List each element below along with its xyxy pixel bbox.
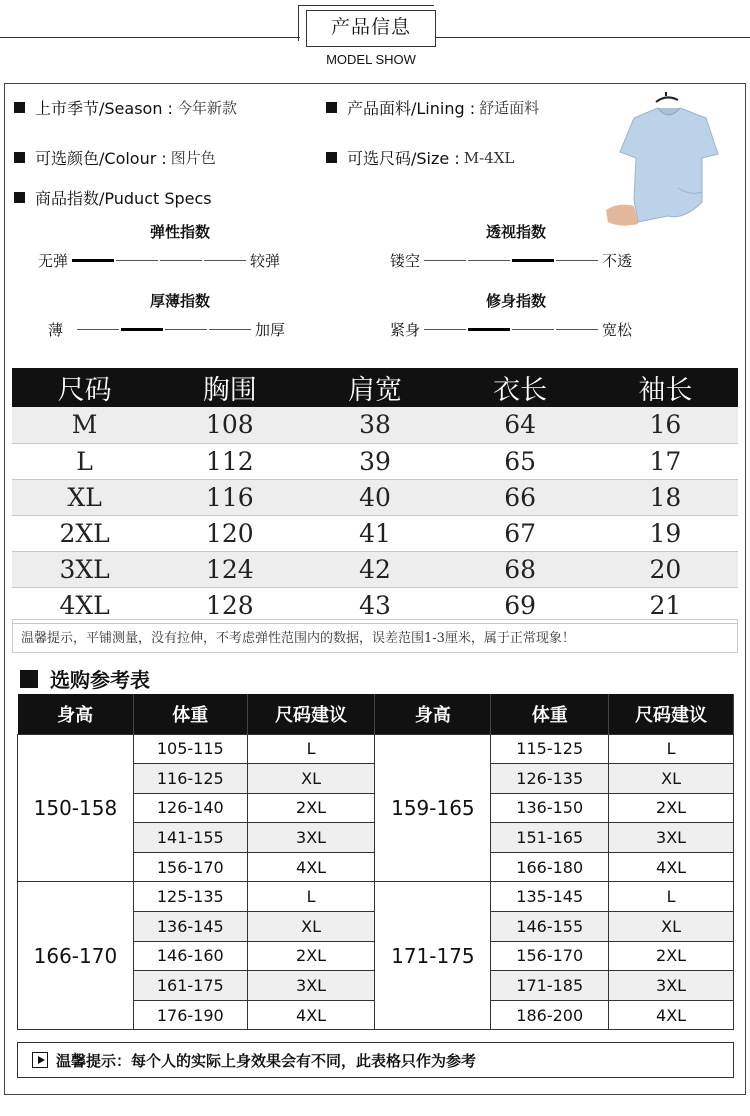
- spec-fit-title: 修身指数: [485, 292, 546, 310]
- table-cell: XL: [12, 479, 157, 515]
- size-cell: 3XL: [247, 823, 375, 853]
- spec-transparency-right: 不透: [602, 252, 633, 270]
- size-cell: 2XL: [609, 941, 734, 971]
- table-cell: 21: [593, 587, 738, 623]
- scale-segment: [121, 328, 163, 331]
- scale-segment: [165, 329, 207, 330]
- size-cell: 3XL: [609, 823, 734, 853]
- spec-elasticity-left: 无弹: [38, 252, 69, 270]
- size-cell: 4XL: [247, 852, 375, 882]
- scale-segment: [556, 329, 598, 330]
- weight-cell: 146-160: [133, 941, 247, 971]
- table-cell: 38: [302, 407, 447, 443]
- scale-segment: [77, 329, 119, 330]
- weight-cell: 105-115: [133, 734, 247, 764]
- table-cell: 2XL: [12, 515, 157, 551]
- weight-cell: 136-150: [491, 793, 609, 823]
- bullet-square-icon: [20, 670, 38, 688]
- weight-cell: 125-135: [133, 882, 247, 912]
- table-row: [12, 443, 738, 479]
- bullet-square-icon: [14, 102, 25, 113]
- ref-header-cell: 体重: [133, 694, 247, 734]
- table-row: [12, 587, 738, 623]
- reference-title: 选购参考表: [50, 668, 150, 692]
- table-cell: 128: [157, 587, 302, 623]
- table-row: [12, 515, 738, 551]
- size-row: [326, 146, 514, 169]
- ref-header-cell: 尺码建议: [609, 694, 734, 734]
- ref-header-cell: 身高: [375, 694, 491, 734]
- ref-header-cell: 体重: [491, 694, 609, 734]
- colour-label: 可选颜色/Colour :: [35, 149, 167, 168]
- size-table: [12, 368, 738, 624]
- scale-segment: [468, 328, 510, 331]
- table-cell: 108: [157, 407, 302, 443]
- size-header-cell: 胸围: [157, 368, 302, 407]
- size-cell: 2XL: [247, 793, 375, 823]
- reference-note-row: [17, 1042, 734, 1078]
- weight-cell: 115-125: [491, 734, 609, 764]
- reference-note: 温馨提示：每个人的实际上身效果会有不同，此表格只作为参考: [56, 1051, 477, 1070]
- table-cell: 43: [302, 587, 447, 623]
- lining-row: [326, 96, 539, 119]
- measurement-note: 温馨提示，平铺测量，没有拉伸，不考虑弹性范围内的数据，误差范围1-3厘米，属于正常现象！: [12, 619, 738, 653]
- spec-thickness-title: 厚薄指数: [149, 292, 210, 310]
- table-row: [12, 551, 738, 587]
- weight-cell: 146-155: [491, 912, 609, 942]
- table-cell: 3XL: [12, 551, 157, 587]
- table-row: [12, 479, 738, 515]
- weight-cell: 136-145: [133, 912, 247, 942]
- table-cell: 69: [448, 587, 593, 623]
- table-cell: 40: [302, 479, 447, 515]
- table-row: [12, 407, 738, 443]
- height-range: 159-165: [375, 734, 491, 882]
- table-cell: 65: [448, 443, 593, 479]
- height-range: 171-175: [375, 882, 491, 1030]
- table-cell: M: [12, 407, 157, 443]
- size-cell: 4XL: [609, 852, 734, 882]
- colour-row: [14, 146, 216, 169]
- table-cell: 66: [448, 479, 593, 515]
- table-cell: 16: [593, 407, 738, 443]
- table-cell: 18: [593, 479, 738, 515]
- scale-segment: [116, 260, 158, 261]
- spec-transparency-title: 透视指数: [485, 223, 546, 241]
- table-cell: 19: [593, 515, 738, 551]
- lining-label: 产品面料/Lining :: [347, 99, 476, 118]
- scale-segment: [160, 260, 202, 261]
- scale-segment: [556, 260, 598, 261]
- reference-table: [17, 694, 734, 1030]
- size-header-cell: 袖长: [593, 368, 738, 407]
- season-value: 今年新款: [176, 99, 237, 117]
- weight-cell: 126-140: [133, 793, 247, 823]
- size-cell: 3XL: [609, 971, 734, 1001]
- lining-value: 舒适面料: [479, 99, 540, 117]
- scale-segment: [72, 259, 114, 262]
- table-cell: 67: [448, 515, 593, 551]
- weight-cell: 186-200: [491, 1000, 609, 1030]
- size-cell: L: [609, 734, 734, 764]
- table-cell: L: [12, 443, 157, 479]
- spec-fit-scale: [390, 319, 632, 340]
- size-cell: L: [609, 882, 734, 912]
- reference-title-row: [20, 664, 150, 693]
- size-value: M-4XL: [463, 148, 515, 167]
- table-cell: 68: [448, 551, 593, 587]
- weight-cell: 176-190: [133, 1000, 247, 1030]
- weight-cell: 156-170: [491, 941, 609, 971]
- size-cell: 3XL: [247, 971, 375, 1001]
- scale-segment: [424, 329, 466, 330]
- weight-cell: 171-185: [491, 971, 609, 1001]
- table-cell: 17: [593, 443, 738, 479]
- size-cell: XL: [609, 912, 734, 942]
- table-cell: 41: [302, 515, 447, 551]
- weight-cell: 126-135: [491, 764, 609, 794]
- size-cell: XL: [609, 764, 734, 794]
- specs-row: [14, 186, 212, 209]
- table-cell: 64: [448, 407, 593, 443]
- spec-fit-right: 宽松: [602, 321, 633, 339]
- table-row: [18, 734, 734, 764]
- play-triangle-icon: [32, 1052, 48, 1068]
- table-cell: 120: [157, 515, 302, 551]
- spec-elasticity-right: 较弹: [250, 252, 281, 270]
- scale-segment: [424, 260, 466, 261]
- size-cell: 4XL: [247, 1000, 375, 1030]
- weight-cell: 116-125: [133, 764, 247, 794]
- weight-cell: 151-165: [491, 823, 609, 853]
- scale-segment: [468, 260, 510, 261]
- spec-thickness-right: 加厚: [255, 321, 286, 339]
- scale-segment: [204, 260, 246, 261]
- table-cell: 42: [302, 551, 447, 587]
- bullet-square-icon: [14, 192, 25, 203]
- table-cell: 39: [302, 443, 447, 479]
- size-cell: XL: [247, 912, 375, 942]
- size-table-header: [12, 368, 738, 407]
- spec-fit-left: 紧身: [390, 321, 421, 339]
- spec-thickness-left: 薄: [48, 321, 64, 339]
- size-cell: L: [247, 734, 375, 764]
- reference-header: [18, 694, 734, 734]
- size-header-cell: 衣长: [448, 368, 593, 407]
- size-cell: 4XL: [609, 1000, 734, 1030]
- table-cell: 20: [593, 551, 738, 587]
- colour-value: 图片色: [170, 149, 216, 167]
- scale-segment: [512, 259, 554, 262]
- spec-elasticity-title: 弹性指数: [149, 223, 210, 241]
- weight-cell: 156-170: [133, 852, 247, 882]
- spec-thickness-scale: [48, 319, 285, 340]
- table-cell: 116: [157, 479, 302, 515]
- height-range: 150-158: [18, 734, 134, 882]
- spec-elasticity-scale: [38, 250, 280, 271]
- weight-cell: 161-175: [133, 971, 247, 1001]
- weight-cell: 135-145: [491, 882, 609, 912]
- spec-transparency-left: 镂空: [390, 252, 421, 270]
- spec-transparency-scale: [390, 250, 632, 271]
- header-rule-left: [0, 37, 300, 38]
- scale-segment: [512, 329, 554, 330]
- ref-header-cell: 尺码建议: [247, 694, 375, 734]
- header-subtitle: MODEL SHOW: [326, 52, 416, 67]
- scale-segment: [209, 329, 251, 330]
- weight-cell: 166-180: [491, 852, 609, 882]
- size-header-cell: 尺码: [12, 368, 157, 407]
- table-cell: 112: [157, 443, 302, 479]
- table-row: [18, 882, 734, 912]
- bullet-square-icon: [326, 152, 337, 163]
- table-cell: 4XL: [12, 587, 157, 623]
- height-range: 166-170: [18, 882, 134, 1030]
- size-cell: L: [247, 882, 375, 912]
- product-shirt-image: [598, 92, 738, 242]
- size-cell: 2XL: [609, 793, 734, 823]
- specs-label: 商品指数/Puduct Specs: [35, 189, 212, 208]
- size-label: 可选尺码/Size :: [347, 149, 460, 168]
- bullet-square-icon: [14, 152, 25, 163]
- season-label: 上市季节/Season :: [35, 99, 173, 118]
- header-rule-right: [436, 37, 750, 38]
- header-title: 产品信息: [330, 16, 411, 38]
- size-header-cell: 肩宽: [302, 368, 447, 407]
- weight-cell: 141-155: [133, 823, 247, 853]
- table-cell: 124: [157, 551, 302, 587]
- ref-header-cell: 身高: [18, 694, 134, 734]
- size-cell: XL: [247, 764, 375, 794]
- bullet-square-icon: [326, 102, 337, 113]
- size-cell: 2XL: [247, 941, 375, 971]
- season-row: [14, 96, 237, 119]
